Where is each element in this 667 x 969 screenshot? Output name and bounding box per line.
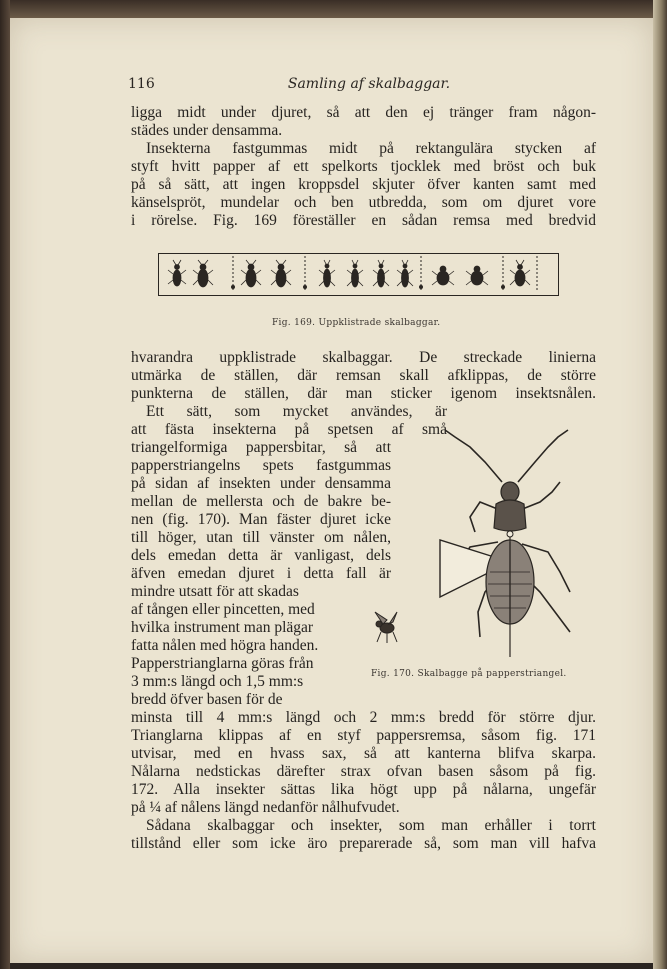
book-left-edge [0, 0, 10, 969]
book-page-edges [653, 0, 667, 969]
figure-169-caption: Fig. 169. Uppklistrade skalbaggar. [272, 318, 441, 328]
small-insect-illustration [365, 606, 405, 646]
text-line: hvarandra uppklistrade skalbaggar. De streckade linierna [131, 349, 596, 366]
text-line: 172. Alla insekter sättas lika högt upp på nålarna, ungefär [131, 781, 596, 798]
text-line: Ett sätt, som mycket användes, är [146, 403, 447, 420]
figure-169-strip [158, 253, 559, 296]
text-line: Papperstrianglarna göras från [131, 655, 314, 672]
text-line: utvisar, med en hvass sax, så att kanterna blifva skarpa. [131, 745, 596, 762]
text-line: dels emedan detta är vanligast, dels [131, 547, 391, 564]
beetle-strip-illustration [159, 254, 557, 294]
text-line: att fästa insekterna på spetsen af små [131, 421, 447, 438]
figure-170-caption: Fig. 170. Skalbagge på papperstriangel. [371, 669, 567, 679]
text-line: känselspröt, mundelar och ben utbredda, som om djuret vore [131, 194, 596, 211]
text-line: ligga midt under djuret, så att den ej tränger fram någon- [131, 104, 596, 121]
text-line: fatta nålen med högra handen. [131, 637, 319, 654]
page-number: 116 [128, 76, 155, 92]
text-line: bredd öfver basen för de [131, 691, 283, 708]
text-line: utmärka de ställen, där remsan skall afklippas, de större [131, 367, 596, 384]
text-line: Trianglarna klippas af en styf pappersremsa, såsom fig. 171 [131, 727, 596, 744]
text-line: på sidan af insekten under densamma [131, 475, 391, 492]
text-line: Nålarna nedstickas därefter strax ofvan basen såsom på fig. [131, 763, 596, 780]
text-line: på så sätt, att ingen kroppsdel skjuter öfver kanten samt med [131, 176, 596, 193]
running-title: Samling af skalbaggar. [287, 76, 451, 92]
text-line: i rörelse. Fig. 169 föreställer en sådan remsa med bredvid [131, 212, 596, 229]
text-line: minsta till 4 mm:s längd och 2 mm:s bredd för större djur. [131, 709, 596, 726]
book-top-edge [0, 0, 667, 18]
text-line: tillstånd eller som icke äro preparerade så, som man vill hafva [131, 835, 596, 852]
text-line: styft hvitt papper af ett spelkorts tjocklek med bröst och buk [131, 158, 596, 175]
text-line: till höger, utan till vänster om nålen, [131, 529, 391, 546]
text-line: hvilka instrument man plägar [131, 619, 314, 636]
text-line: Sådana skalbaggar och insekter, som man erhåller i torrt [146, 817, 596, 834]
text-line: mellan de mellersta och de bakre be- [131, 493, 391, 510]
text-line: mindre utsatt för att skadas [131, 583, 299, 600]
text-line: Insekterna fastgummas midt på rektangulära stycken af [146, 140, 596, 157]
text-line: punkterna de ställen, där man sticker igenom insektsnålen. [131, 385, 596, 402]
text-line: triangelformiga pappersbitar, så att [131, 439, 391, 456]
text-line: nen (fig. 170). Man fäster djuret icke [131, 511, 391, 528]
text-line: äfven emedan djuret i detta fall är [131, 565, 391, 582]
beetle-on-paper-triangle-illustration [430, 422, 590, 662]
text-line: 3 mm:s längd och 1,5 mm:s [131, 673, 304, 690]
text-line: på ¼ af nålens längd nedanför nålhufvudet. [131, 799, 400, 816]
text-line: städes under densamma. [131, 122, 283, 139]
page-header [128, 76, 610, 94]
text-line: papperstriangelns spets fastgummas [131, 457, 391, 474]
text-line: af tången eller pincetten, med [131, 601, 315, 618]
